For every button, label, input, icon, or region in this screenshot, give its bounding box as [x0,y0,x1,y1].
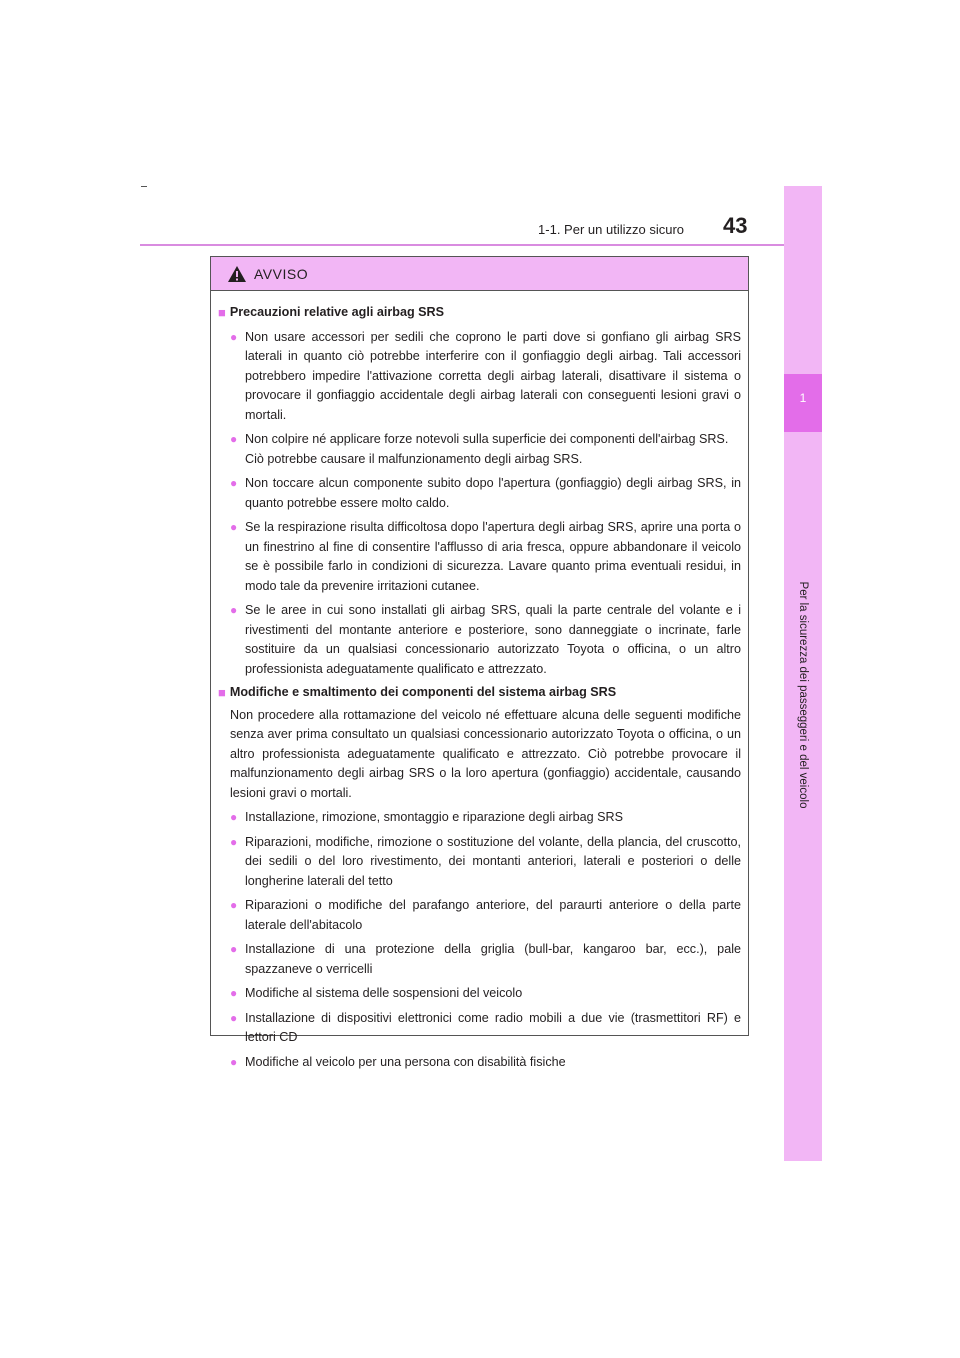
warning-header [211,257,748,291]
bullet-icon: ● [230,810,238,824]
list-item: ● Riparazioni o modifiche del parafango anteriore, del paraurti anteriore o della parte laterale dell'abitacolo [218,896,741,935]
section-title: ■ Modifiche e smaltimento dei componenti del sistema airbag SRS [218,683,741,703]
list-item: ● Non toccare alcun componente subito dopo l'apertura (gonfiaggio) degli airbag SRS, in quanto potrebbe essere molto caldo. [218,474,741,513]
list-item: ● Non colpire né applicare forze notevoli sulla superficie dei componenti dell'airbag SRS. Ciò potrebbe causare il malfunzionamento degli airbag SRS. [218,430,741,469]
list-item: ● Installazione di una protezione della griglia (bull-bar, kangaroo bar, ecc.), pale spazzaneve o verricelli [218,940,741,979]
list-item: ● Se la respirazione risulta difficoltosa dopo l'apertura degli airbag SRS, aprire una porta o un finestrino al fine di consentire l'afflusso di aria fresca, oppure abbandonare il veicolo se è possibile farlo in condizioni di sicurezza. Lavare quanto prima eventuali residui, in modo tale da prevenire irritazioni cutanee. [218,518,741,596]
section-intro: Non procedere alla rottamazione del veicolo né effettuare alcuna delle seguenti modifiche senza aver prima consultato un qualsiasi concessionario autorizzato Toyota o officina, o un altro professionista adeguatamente qualificato e attrezzato. Ciò potrebbe provocare il malfunzionamento degli airbag SRS o la loro apertura (gonfiaggio) accidentale, causando lesioni gravi o mortali. [230,707,741,800]
list-item: ● Non usare accessori per sedili che coprono le parti dove si gonfiano gli airbag SRS laterali in quanto ciò potrebbe interferire con il gonfiaggio degli airbag. Tali accessori potrebbero impedire l'attivazione corretta degli airbag laterali, disattivare il sistema o provocare il gonfiaggio accidentale degli airbag laterali con conseguenti lesioni gravi o mortali. [218,328,741,426]
bullet-icon: ● [230,1054,238,1069]
list-item: ● Installazione, rimozione, smontaggio e riparazione degli airbag SRS [218,808,741,828]
bullet-icon: ● [230,603,238,617]
bullet-icon: ● [230,329,238,344]
bullet-icon: ● [230,898,238,912]
list-item: ● Se le aree in cui sono installati gli airbag SRS, quali la parte centrale del volante e i rivestimenti del montante anteriore e posteriore, sono danneggiate o incrinate, farle sostituire da un qualsiasi concessionario autorizzato Toyota o officina, o un altro professionista adeguatamente qualificato e attrezzato. [218,601,741,679]
warning-box [210,256,749,1069]
chapter-tab-number: 1 [799,391,807,405]
chapter-heading: 1-1. Per un utilizzo sicuro [538,222,684,237]
section-title: ■ Precauzioni relative agli airbag SRS [218,303,741,323]
crop-mark [141,186,147,187]
warning-title: AVVISO [254,265,309,282]
bullet-icon: ● [230,834,238,849]
page-number: 43 [723,213,748,238]
square-bullet-icon: ■ [218,685,226,700]
chapter-tab-label: Per la sicurezza dei passeggeri e del veicolo [797,581,809,809]
list-item: ● Installazione di dispositivi elettronici come radio mobili a due vie (trasmettitori RF) e lettori CD [218,1009,741,1048]
bullet-icon: ● [230,476,238,490]
list-item: ● Riparazioni, modifiche, rimozione o sostituzione del volante, della plancia, del cruscotto, dei sedili o del loro rivestimento, dei montanti anteriori, laterali e posteriori o delle longherine laterali del tetto [218,833,741,892]
bullet-icon: ● [230,520,238,534]
warning-body [211,291,748,1072]
list-item: ● Modifiche al sistema delle sospensioni del veicolo [218,984,741,1004]
bullet-icon: ● [230,942,238,956]
square-bullet-icon: ■ [218,305,226,320]
list-item: ● Modifiche al veicolo per una persona con disabilità fisiche [218,1053,741,1073]
bullet-icon: ● [230,432,238,446]
bullet-icon: ● [230,986,238,1000]
warning-triangle-icon [227,265,247,283]
header-rule [140,244,822,246]
bullet-icon: ● [230,1010,238,1025]
